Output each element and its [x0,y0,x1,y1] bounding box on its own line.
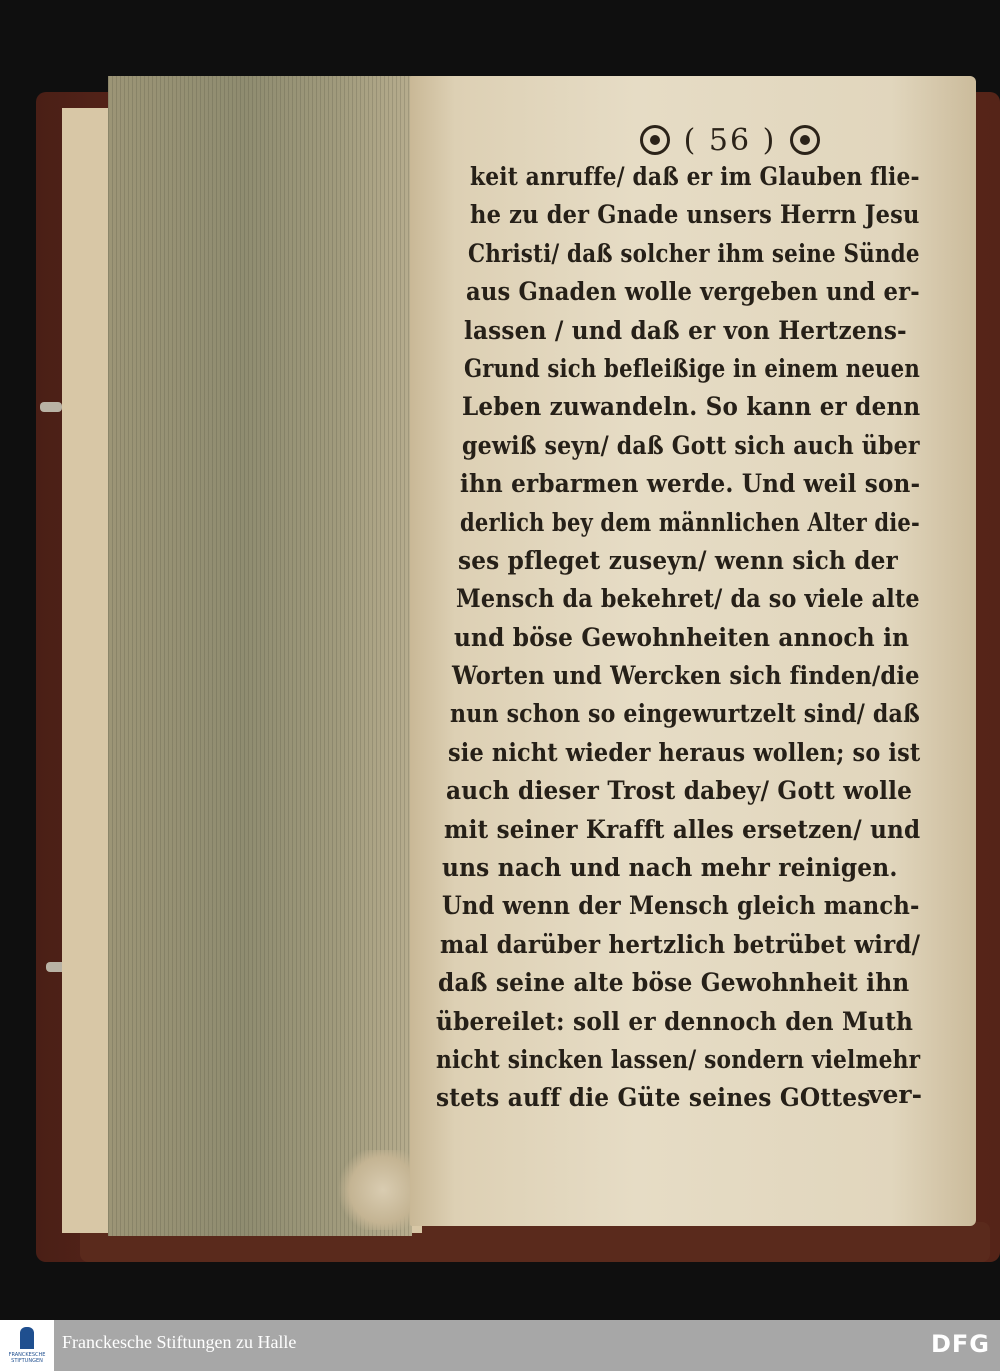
page-header [620,118,840,162]
text-line: Christi/ daß solcher ihm seine Sünde [468,238,920,268]
text-line: Leben zuwandeln. So kann er denn [462,392,921,422]
text-line: Worten und Wercken sich finden/die [452,661,920,691]
text-line: nicht sincken lassen/ sondern vielmehr [436,1044,921,1074]
rosette-ornament-right-icon [790,125,820,155]
text-line: übereilet: soll er dennoch den Muth [436,1006,914,1036]
text-line: sie nicht wieder heraus wollen; so ist [448,737,921,767]
page-edges [108,76,412,1236]
rosette-ornament-left-icon [640,125,670,155]
text-line: gewiß seyn/ daß Gott sich auch über [462,430,920,460]
catchword: ver- [868,1080,922,1109]
page-body-text [436,158,956,1118]
institution-name: Franckesche Stiftungen zu Halle [62,1332,297,1352]
text-line: auch dieser Trost dabey/ Gott wolle [446,776,913,806]
text-line: he zu der Gnade unsers Herrn Jesu [470,200,920,230]
logo-text: FRANCKESCHE STIFTUNGEN [8,1352,46,1364]
text-line: uns nach und nach mehr reinigen. [442,853,898,883]
text-line: mal darüber hertzlich betrübet wird/ [440,929,921,959]
text-line: mit seiner Krafft alles ersetzen/ und [444,814,921,844]
footer-bar [0,1320,1000,1371]
text-line: ses pfleget zuseyn/ wenn sich der [458,545,898,575]
text-line: stets auff die Güte seines GOttes [436,1083,871,1113]
text-line: nun schon so eingewurtzelt sind/ daß [450,699,920,729]
page-number: ( 56 ) [683,122,777,158]
text-line: Mensch da bekehret/ da so viele alte [456,584,920,614]
institution-logo[interactable] [0,1320,54,1371]
building-icon [20,1327,34,1349]
page-number-value: 56 [708,122,752,158]
clasp-pin-top [40,402,62,412]
text-line: daß seine alte böse Gewohnheit ihn [438,968,910,998]
text-line: ihn erbarmen werde. Und weil son- [460,469,921,499]
text-line: Grund sich befleißige in einem neuen [464,353,920,383]
text-line: derlich bey dem männlichen Alter die- [460,507,920,537]
text-line: lassen / und daß er von Hertzens- [464,315,907,345]
dfg-logo: DFG [930,1330,990,1358]
text-line: Und wenn der Mensch gleich manch- [442,891,920,921]
text-line: aus Gnaden wolle vergeben und er- [466,277,920,307]
text-line: und böse Gewohnheiten annoch in [454,622,910,652]
text-line: keit anruffe/ daß er im Glauben flie- [470,162,920,191]
